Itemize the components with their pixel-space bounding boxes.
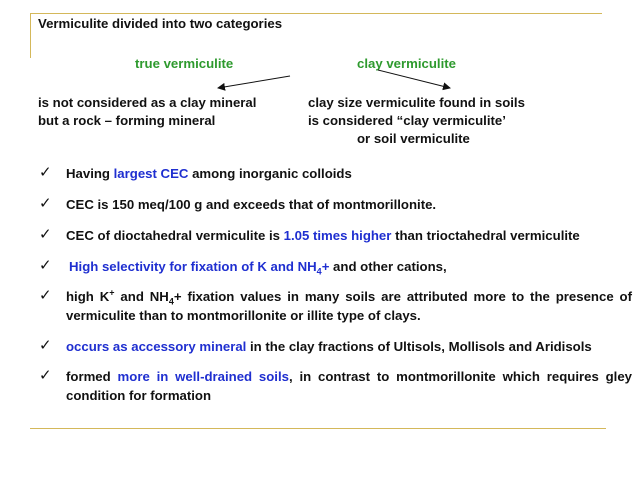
clay-vermiculite-desc-line3: or soil vermiculite xyxy=(357,131,470,146)
check-icon: ✓ xyxy=(39,337,52,354)
bullet-item-1: Having largest CEC among inorganic colloids xyxy=(66,166,352,181)
bullet-item-5: high K+ and $NH_4+$ fixation values in many soils are attributed more to the presence of vermiculite than to montmorillonite or illite type of clays. xyxy=(66,287,633,323)
check-icon: ✓ xyxy=(39,164,52,181)
check-icon: ✓ xyxy=(39,367,52,384)
check-icon: ✓ xyxy=(39,287,52,304)
check-icon: ✓ xyxy=(39,226,52,243)
true-vermiculite-desc-line2: but a rock – forming mineral xyxy=(38,113,216,128)
bullet-item-7: formed more in well-drained soils, in contrast to montmorillonite which requires gley condition for formation xyxy=(66,369,633,403)
check-icon: ✓ xyxy=(39,257,52,274)
heading: Vermiculite divided into two categories xyxy=(38,16,283,31)
bullet-item-4: High selectivity for fixation of K and $NH_4+$ and other cations, xyxy=(69,259,447,277)
arrow-to-clay-description xyxy=(378,70,450,88)
true-vermiculite-label: true vermiculite xyxy=(135,56,234,71)
true-vermiculite-desc-line1: is not considered as a clay mineral xyxy=(38,95,257,110)
bullet-item-3: CEC of dioctahedral vermiculite is 1.05 times higher than trioctahedral vermiculite xyxy=(66,228,580,243)
bullet-item-2: CEC is 150 meq/100 g and exceeds that of montmorillonite. xyxy=(66,197,437,212)
clay-vermiculite-desc-line2: is considered “clay vermiculite’ xyxy=(308,113,506,128)
clay-vermiculite-label: clay vermiculite xyxy=(357,56,456,71)
bullet-item-6: occurs as accessory mineral in the clay fractions of Ultisols, Mollisols and Aridisols xyxy=(66,339,592,354)
arrow-to-true-description xyxy=(218,76,290,88)
clay-vermiculite-desc-line1: clay size vermiculite found in soils xyxy=(308,95,525,110)
check-icon: ✓ xyxy=(39,195,52,212)
